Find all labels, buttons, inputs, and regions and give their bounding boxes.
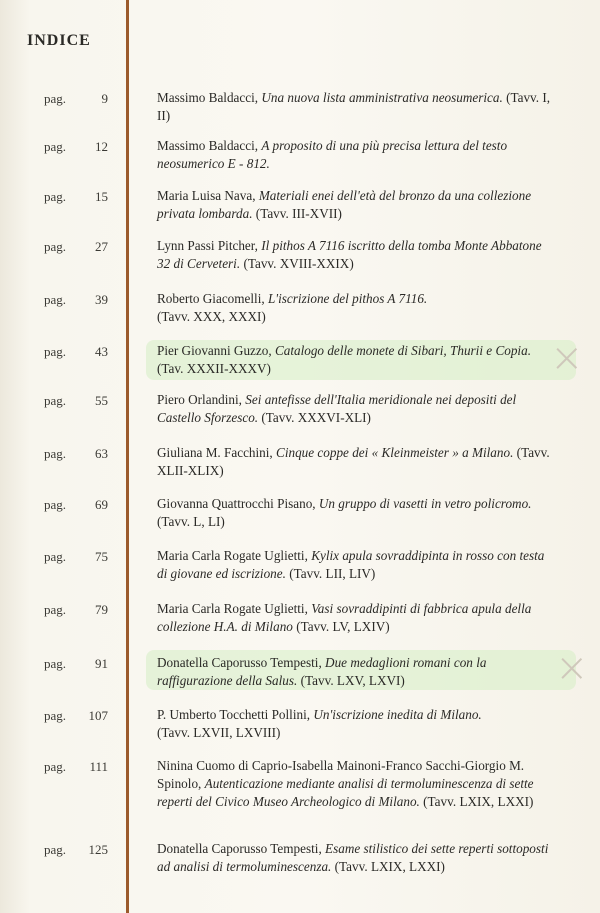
page-label: pag. bbox=[44, 292, 67, 307]
entry-plates: (Tavv. LXV, LXVI) bbox=[300, 673, 405, 688]
entry-title: A proposito di una più precisa lettura del testo neosumerico E - 812. bbox=[157, 138, 508, 171]
page-label: pag. bbox=[44, 239, 67, 254]
page-number: 69 bbox=[95, 497, 108, 512]
page-number: 107 bbox=[88, 708, 108, 723]
page-number: 111 bbox=[89, 759, 108, 774]
page-number: 55 bbox=[95, 393, 108, 408]
entry-text bbox=[157, 757, 557, 811]
entry-title: Kylix apula sovraddipinta in rosso con testa di giovane ed iscrizione. bbox=[157, 548, 545, 581]
pencil-mark-icon: × bbox=[550, 335, 584, 381]
entry-title: Cinque coppe dei « Kleinmeister » a Milano. bbox=[276, 445, 514, 460]
page-label: pag. bbox=[44, 842, 67, 857]
page-label: pag. bbox=[44, 189, 67, 204]
entry-plates: (Tavv. XLII-XLIX) bbox=[157, 445, 550, 478]
page-number: 91 bbox=[95, 656, 108, 671]
entry-plates: (Tavv. LII, LIV) bbox=[289, 566, 376, 581]
entry-author: Maria Carla Rogate Uglietti, bbox=[157, 601, 308, 616]
entry-author: Giuliana M. Facchini, bbox=[157, 445, 273, 460]
entry-text bbox=[157, 342, 557, 378]
entry-text bbox=[157, 706, 557, 742]
entry-text bbox=[157, 495, 557, 531]
entry-title: Materiali enei dell'età del bronzo da una collezione privata lombarda. bbox=[157, 188, 532, 221]
vertical-rule bbox=[126, 0, 129, 913]
entry-author: Maria Carla Rogate Uglietti, bbox=[157, 548, 308, 563]
page-label: pag. bbox=[44, 91, 67, 106]
entry-title: Un gruppo di vasetti in vetro policromo. bbox=[318, 496, 532, 511]
entry-author: Massimo Baldacci, bbox=[157, 138, 259, 153]
page-label: pag. bbox=[44, 602, 67, 617]
entry-text bbox=[157, 600, 557, 636]
entry-plates: (Tavv. LXIX, LXXI) bbox=[423, 794, 534, 809]
entry-author: Lynn Passi Pitcher, bbox=[157, 238, 258, 253]
entry-text bbox=[157, 237, 557, 273]
entry-plates: (Tav. XXXII-XXXV) bbox=[157, 361, 271, 376]
page-number: 15 bbox=[95, 189, 108, 204]
entry-plates: (Tavv. XXX, XXXI) bbox=[157, 309, 266, 324]
entry-title: Una nuova lista amministrativa neosumerica. bbox=[261, 90, 503, 105]
entry-text bbox=[157, 137, 557, 173]
entry-title: Un'iscrizione inedita di Milano. bbox=[313, 707, 482, 722]
entry-plates: (Tavv. L, LI) bbox=[157, 514, 225, 529]
page-number: 27 bbox=[95, 239, 108, 254]
entry-plates: (Tavv. LXVII, LXVIII) bbox=[157, 725, 281, 740]
page-label: pag. bbox=[44, 708, 67, 723]
page-label: pag. bbox=[44, 446, 67, 461]
entry-author: Massimo Baldacci, bbox=[157, 90, 259, 105]
pencil-mark-icon: × bbox=[555, 645, 589, 691]
page-label: pag. bbox=[44, 549, 67, 564]
entry-title: Il pithos A 7116 iscritto della tomba Monte Abbatone 32 di Cerveteri. bbox=[157, 238, 542, 271]
page-number: 125 bbox=[88, 842, 108, 857]
page-number: 63 bbox=[95, 446, 108, 461]
page-number: 43 bbox=[95, 344, 108, 359]
page-label: pag. bbox=[44, 344, 67, 359]
page-number: 75 bbox=[95, 549, 108, 564]
entry-text bbox=[157, 290, 557, 326]
page-number: 79 bbox=[95, 602, 108, 617]
page-number: 9 bbox=[101, 91, 108, 106]
entry-author: P. Umberto Tocchetti Pollini, bbox=[157, 707, 311, 722]
page-label: pag. bbox=[44, 139, 67, 154]
entry-title: Sei antefisse dell'Italia meridionale nei depositi del Castello Sforzesco. bbox=[157, 392, 517, 425]
entry-text bbox=[157, 89, 557, 125]
entry-title: L'iscrizione del pithos A 7116. bbox=[267, 291, 428, 306]
entry-author: Piero Orlandini, bbox=[157, 392, 242, 407]
entry-plates: (Tavv. LV, LXIV) bbox=[296, 619, 390, 634]
entry-author: Ninina Cuomo di Caprio-Isabella Mainoni-Franco Sacchi-Giorgio M. Spinolo, bbox=[157, 758, 525, 791]
entry-author: Giovanna Quattrocchi Pisano, bbox=[157, 496, 316, 511]
entry-text bbox=[157, 187, 557, 223]
entry-author: Roberto Giacomelli, bbox=[157, 291, 265, 306]
entry-author: Maria Luisa Nava, bbox=[157, 188, 256, 203]
entry-title: Due medaglioni romani con la raffigurazione della Salus. bbox=[157, 655, 487, 688]
entry-text bbox=[157, 840, 557, 876]
entry-text bbox=[157, 654, 557, 690]
entry-title: Esame stilistico dei sette reperti sottoposti ad analisi di termoluminescenza. bbox=[157, 841, 549, 874]
entry-plates: (Tavv. LXIX, LXXI) bbox=[334, 859, 445, 874]
page-number: 39 bbox=[95, 292, 108, 307]
page-label: pag. bbox=[44, 759, 67, 774]
entry-author: Donatella Caporusso Tempesti, bbox=[157, 841, 322, 856]
entry-author: Pier Giovanni Guzzo, bbox=[157, 343, 272, 358]
entry-text bbox=[157, 391, 557, 427]
page-label: pag. bbox=[44, 656, 67, 671]
entry-plates: (Tavv. XVIII-XXIX) bbox=[243, 256, 354, 271]
entry-author: Donatella Caporusso Tempesti, bbox=[157, 655, 322, 670]
entry-text bbox=[157, 547, 557, 583]
page-title: INDICE bbox=[27, 32, 91, 49]
entry-plates: (Tavv. XXXVI-XLI) bbox=[261, 410, 371, 425]
entry-plates: (Tavv. III-XVII) bbox=[255, 206, 342, 221]
entry-title: Autenticazione mediante analisi di termoluminescenza di sette reperti del Civico Museo Archeologico di Milano. bbox=[157, 776, 534, 809]
page-label: pag. bbox=[44, 497, 67, 512]
page-label: pag. bbox=[44, 393, 67, 408]
entry-text bbox=[157, 444, 557, 480]
entry-title: Catalogo delle monete di Sibari, Thurii e Copia. bbox=[274, 343, 531, 358]
entry-title: Vasi sovraddipinti di fabbrica apula della collezione H.A. di Milano bbox=[157, 601, 532, 634]
page-number: 12 bbox=[95, 139, 108, 154]
entry-plates: (Tavv. I, II) bbox=[157, 90, 551, 123]
